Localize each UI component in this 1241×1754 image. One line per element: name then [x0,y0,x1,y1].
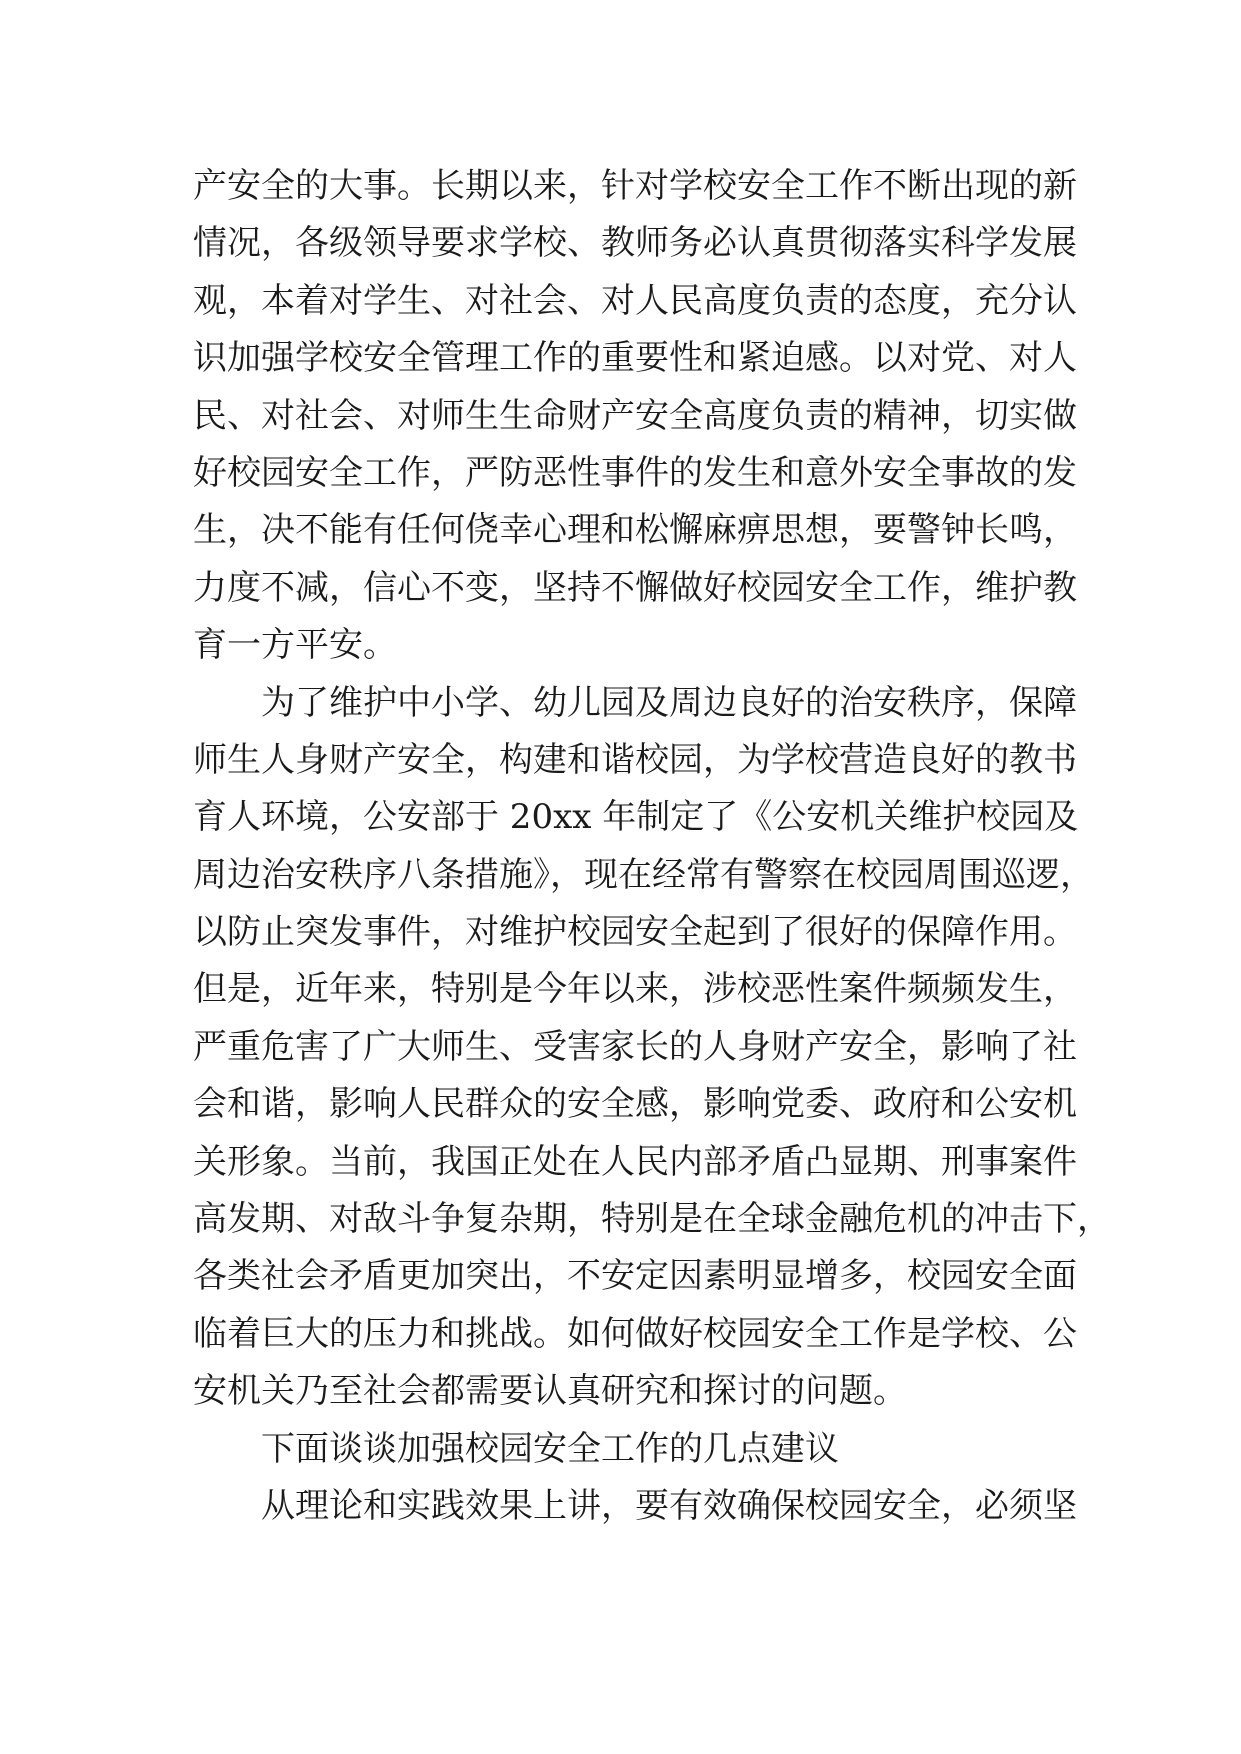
text-line-19: 高发期、对敌斗争复杂期，特别是在全球金融危机的冲击下， [193,1199,1111,1240]
text-line-21: 临着巨大的压力和挑战。如何做好校园安全工作是学校、公 [193,1313,1077,1354]
text-line-24: 从理论和实践效果上讲，要有效确保校园安全，必须坚 [261,1485,1077,1526]
text-line-2: 情况，各级领导要求学校、教师务必认真贯彻落实科学发展 [193,223,1077,264]
document-body [193,158,1111,1535]
text-line-20: 各类社会矛盾更加突出，不安定因素明显增多，校园安全面 [193,1256,1077,1297]
text-line-12: 育人环境，公安部于 20xx 年制定了《公安机关维护校园及 [193,797,1079,838]
text-line-23: 下面谈谈加强校园安全工作的几点建议 [261,1428,839,1469]
text-line-9: 育一方平安。 [193,625,397,666]
text-line-1: 产安全的大事。长期以来，针对学校安全工作不断出现的新 [193,166,1077,206]
text-line-4: 识加强学校安全管理工作的重要性和紧迫感。以对党、对人 [193,338,1077,379]
text-line-5: 民、对社会、对师生生命财产安全高度负责的精神，切实做 [193,395,1077,436]
text-line-14: 以防止突发事件，对维护校园安全起到了很好的保障作用。 [193,912,1077,953]
text-line-10: 为了维护中小学、幼儿园及周边良好的治安秩序，保障 [261,682,1077,723]
text-line-3: 观，本着对学生、对社会、对人民高度负责的态度，充分认 [193,280,1077,321]
text-line-22: 安机关乃至社会都需要认真研究和探讨的问题。 [193,1371,907,1412]
text-line-6: 好校园安全工作，严防恶性事件的发生和意外安全事故的发 [193,452,1077,493]
text-line-17: 会和谐，影响人民群众的安全感，影响党委、政府和公安机 [193,1084,1077,1125]
text-line-13: 周边治安秩序八条措施》，现在经常有警察在校园周围巡逻， [193,854,1094,895]
text-line-15: 但是，近年来，特别是今年以来，涉校恶性案件频频发生， [193,969,1077,1010]
text-line-8: 力度不减，信心不变，坚持不懈做好校园安全工作，维护教 [193,567,1077,608]
text-line-7: 生，决不能有任何侥幸心理和松懈麻痹思想，要警钟长鸣， [193,510,1077,551]
text-line-11: 师生人身财产安全，构建和谐校园，为学校营造良好的教书 [193,739,1077,780]
text-line-18: 关形象。当前，我国正处在人民内部矛盾凸显期、刑事案件 [193,1141,1077,1182]
text-line-16: 严重危害了广大师生、受害家长的人身财产安全，影响了社 [193,1026,1077,1067]
